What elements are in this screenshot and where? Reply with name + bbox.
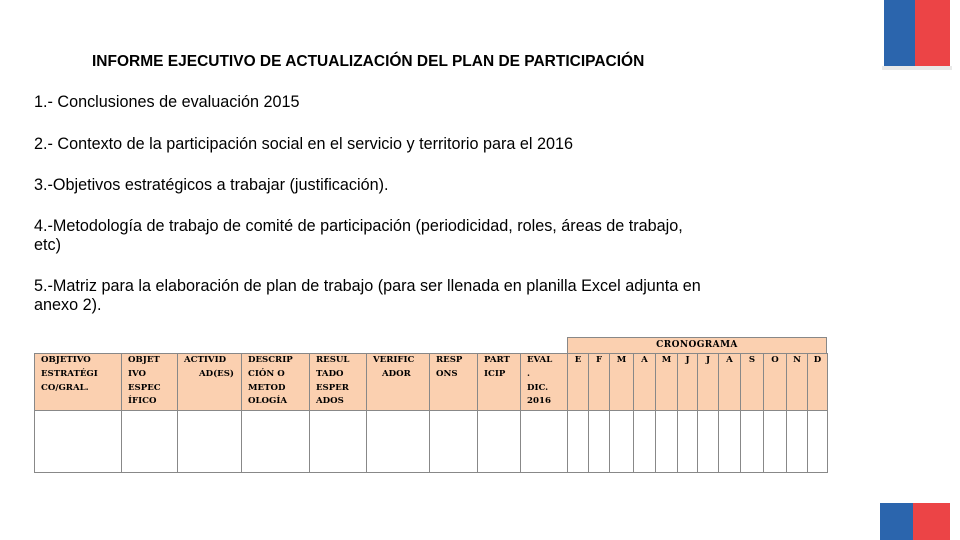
item-line: 2.- Contexto de la participación social en el servicio y territorio para el 2016 xyxy=(34,135,573,153)
page-title: INFORME EJECUTIVO DE ACTUALIZACIÓN DEL PLAN DE PARTICIPACIÓN xyxy=(92,53,645,70)
month-cell: J xyxy=(698,354,719,411)
flag-logo-bottom xyxy=(880,503,950,540)
flag-red-block xyxy=(913,503,950,540)
item-line: 3.-Objetivos estratégicos a trabajar (justificación). xyxy=(34,176,389,194)
item-line: 1.- Conclusiones de evaluación 2015 xyxy=(34,93,300,111)
empty-cell xyxy=(568,411,589,473)
flag-blue-block xyxy=(880,503,913,540)
empty-cell xyxy=(122,411,178,473)
matrix-table xyxy=(34,353,828,473)
header-cell: RESUL TADO ESPER ADOS xyxy=(310,354,367,411)
list-item xyxy=(34,93,824,112)
month-cell: A xyxy=(719,354,741,411)
empty-cell xyxy=(678,411,698,473)
empty-cell xyxy=(310,411,367,473)
empty-cell xyxy=(610,411,634,473)
empty-cell xyxy=(430,411,478,473)
flag-blue-block xyxy=(884,0,915,68)
header-cell: OBJETIVO ESTRATÉGI CO/GRAL. xyxy=(35,354,122,411)
header-cell: ACTIVID AD(ES) xyxy=(178,354,242,411)
item-line: etc) xyxy=(34,236,61,254)
month-cell: N xyxy=(787,354,808,411)
list-item xyxy=(34,135,824,154)
month-cell: M xyxy=(656,354,678,411)
header-cell: RESP ONS xyxy=(430,354,478,411)
list-item xyxy=(34,217,824,255)
matrix-header-row xyxy=(35,354,828,411)
empty-cell xyxy=(634,411,656,473)
header-cell: EVAL . DIC. 2016 xyxy=(521,354,568,411)
empty-cell xyxy=(589,411,610,473)
empty-cell xyxy=(808,411,828,473)
empty-cell xyxy=(787,411,808,473)
empty-cell xyxy=(35,411,122,473)
flag-logo-top xyxy=(884,0,950,68)
list-item xyxy=(34,176,824,195)
month-cell: E xyxy=(568,354,589,411)
matrix-empty-row xyxy=(35,411,828,473)
month-cell: A xyxy=(634,354,656,411)
empty-cell xyxy=(764,411,787,473)
month-cell: S xyxy=(741,354,764,411)
header-cell: VERIFIC ADOR xyxy=(367,354,430,411)
month-cell: F xyxy=(589,354,610,411)
empty-cell xyxy=(698,411,719,473)
flag-red-block xyxy=(915,0,950,68)
header-cell: OBJET IVO ESPEC ÍFICO xyxy=(122,354,178,411)
cronograma-header: CRONOGRAMA xyxy=(567,337,827,353)
empty-cell xyxy=(521,411,568,473)
empty-cell xyxy=(719,411,741,473)
empty-cell xyxy=(178,411,242,473)
header-cell: DESCRIP CIÓN O METOD OLOGÍA xyxy=(242,354,310,411)
month-cell: M xyxy=(610,354,634,411)
item-line: 4.-Metodología de trabajo de comité de participación (periodicidad, roles, áreas de trabajo, xyxy=(34,217,683,235)
header-cell: PART ICIP xyxy=(478,354,521,411)
flag-shadow xyxy=(882,66,952,70)
month-cell: D xyxy=(808,354,828,411)
work-plan-matrix xyxy=(34,337,827,472)
empty-cell xyxy=(242,411,310,473)
item-line: anexo 2). xyxy=(34,296,102,314)
empty-cell xyxy=(367,411,430,473)
item-line: 5.-Matriz para la elaboración de plan de trabajo (para ser llenada en planilla Excel adjunta en xyxy=(34,277,701,295)
empty-cell xyxy=(741,411,764,473)
empty-cell xyxy=(478,411,521,473)
month-cell: J xyxy=(678,354,698,411)
month-cell: O xyxy=(764,354,787,411)
list-item xyxy=(34,277,824,315)
empty-cell xyxy=(656,411,678,473)
